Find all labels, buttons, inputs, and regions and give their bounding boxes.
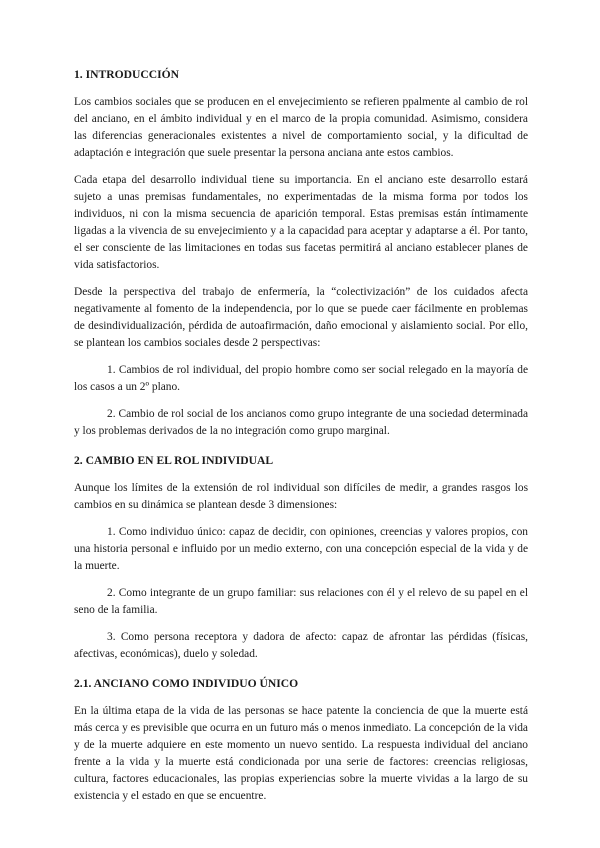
list-item: 1. Cambios de rol individual, del propio hombre como ser social relegado en la mayoría de los casos a un 2º plano. [74, 364, 528, 393]
paragraph: Los cambios sociales que se producen en el envejecimiento se refieren ppalmente al cambio de rol del anciano, en el ámbito individual y en el marco de la propia comunidad. Asimismo, considera las diferencias generacionales existentes a nivel de comportamiento social, y la dificultad de adaptación e integración que suele presentar la persona anciana ante estos cambios. [74, 96, 528, 159]
list-item: 2. Como integrante de un grupo familiar: sus relaciones con él y el relevo de su papel en el seno de la familia. [74, 587, 528, 616]
paragraph: Aunque los límites de la extensión de rol individual son difíciles de medir, a grandes rasgos los cambios en su dinámica se plantean desde 3 dimensiones: [74, 482, 528, 511]
section-title-individuo-unico: 2.1. ANCIANO COMO INDIVIDUO ÚNICO [74, 677, 299, 690]
section-title-cambio-rol: 2. CAMBIO EN EL ROL INDIVIDUAL [74, 454, 274, 467]
section-title-introduccion: 1. INTRODUCCIÓN [74, 68, 179, 81]
list-item: 1. Como individuo único: capaz de decidir, con opiniones, creencias y valores propios, con una historia personal e influido por un medio externo, con una concepción especial de la vida y de la muerte. [74, 526, 528, 572]
paragraph: Desde la perspectiva del trabajo de enfermería, la “colectivización” de los cuidados afecta negativamente al fomento de la independencia, por lo que se puede caer fácilmente en problemas de desindividualización, pérdida de autoafirmación, daño emocional y aislamiento social. Por ello, se plantean los cambios sociales desde 2 perspectivas: [74, 286, 528, 349]
list-item: 2. Cambio de rol social de los ancianos como grupo integrante de una sociedad determinada y los problemas derivados de la no integración como grupo marginal. [74, 408, 528, 437]
paragraph: Cada etapa del desarrollo individual tiene su importancia. En el anciano este desarrollo estará sujeto a unas premisas fundamentales, no experimentadas de la misma forma por todos los individuos, ni con la misma secuencia de aparición temporal. Estas premisas están íntimamente ligadas a la vivencia de su envejecimiento y a la capacidad para aceptar y adaptarse a él. Por tanto, el ser consciente de las limitaciones en todas sus facetas permitirá al anciano establecer planes de vida satisfactorios. [74, 174, 528, 271]
list-item: 3. Como persona receptora y dadora de afecto: capaz de afrontar las pérdidas (físicas, afectivas, económicas), duelo y soledad. [74, 631, 528, 660]
paragraph: En la última etapa de la vida de las personas se hace patente la conciencia de que la muerte está más cerca y es previsible que ocurra en un futuro más o menos inmediato. La concepción de la vida y de la muerte adquiere en este momento un nuevo sentido. La respuesta individual del anciano frente a la vida y la muerte está condicionada por una serie de factores: creencias religiosas, cultura, factores educacionales, las propias experiencias sobre la muerte vividas a la largo de su existencia y el estado en que se encuentre. [74, 705, 528, 802]
document-page [74, 66, 528, 805]
